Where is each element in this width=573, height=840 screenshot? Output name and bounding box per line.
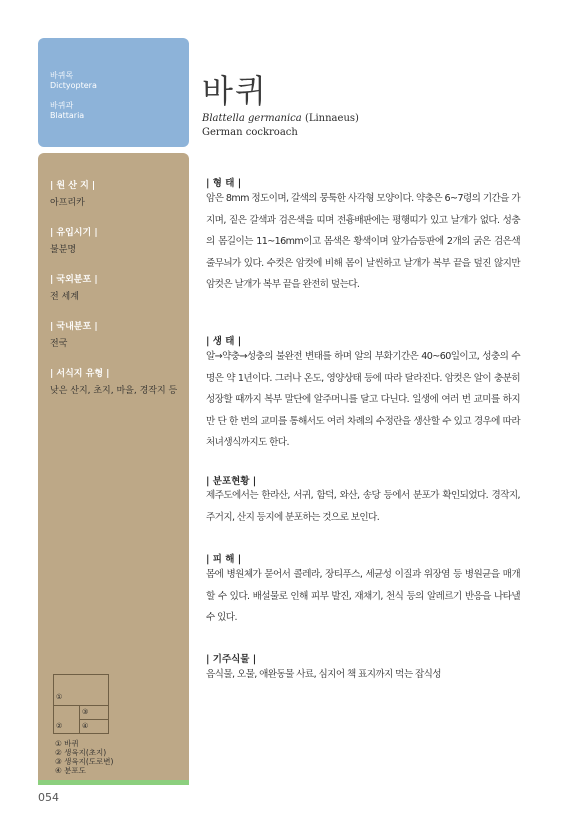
section-body-distribution: 제주도에서는 한라산, 서귀, 함덕, 와산, 송당 등에서 분포가 확인되었다. 경작지, 주거지, 산지 등지에 분포하는 것으로 보인다. (206, 490, 520, 523)
section-body-ecology: 알→약충→성충의 불완전 변태를 하며 알의 부화기간은 40~60일이고, 성충의 수명은 약 1년이다. 그러나 온도, 영양상태 등에 따라 달라진다. 암컷은 알이 충분히 성장할 때까지 복부 말단에 알주머니를 달고 다닌다. 일생에 여러 번 교미를 하지만 단 한 번의 교미를 통해서도 여러 차례의 수정란을 생산할 수 있고 경우에 따라 처녀생식까지도 한다. (206, 351, 520, 448)
common-name: German cockroach (202, 127, 298, 138)
order-korean: 바퀴목 (50, 71, 74, 80)
sidebar-accent-bar (38, 780, 189, 785)
section-heading-damage: | 피 해 | (206, 554, 242, 565)
section-heading-ecology: | 생 태 | (206, 336, 242, 347)
origin-value: 아프리카 (50, 198, 85, 208)
grid-cell-3: ③ (79, 705, 109, 720)
habitat-value: 낮은 산지, 초지, 마을, 경작지 등 (50, 386, 178, 396)
domestic-distribution-label: | 국내분포 | (50, 322, 98, 332)
origin-label: | 원 산 지 | (50, 181, 96, 191)
legend-item-3: ③ 생육지(도로변) (55, 757, 114, 766)
family-korean: 바퀴과 (50, 101, 74, 110)
legend-item-4: ④ 분포도 (55, 766, 86, 775)
legend-item-1: ① 바퀴 (55, 739, 79, 748)
scientific-author: (Linnaeus) (304, 113, 359, 124)
intro-period-label: | 유입시기 | (50, 228, 98, 238)
grid-cell-2: ② (53, 705, 80, 734)
order-latin: Dictyoptera (50, 81, 97, 90)
grid-cell-1: ① (53, 674, 109, 706)
family-latin: Blattaria (50, 111, 85, 120)
scientific-binomial: Blattella germanica (202, 113, 302, 124)
photo-layout-grid (53, 674, 109, 734)
habitat-label: | 서식지 유형 | (50, 369, 110, 379)
section-body-damage: 몸에 병원체가 묻어서 콜레라, 장티푸스, 세균성 이질과 위장염 등 병원균을 매개할 수 있다. 배설물로 인해 피부 발진, 재채기, 천식 등의 알레르기 반응을 나타낼 수 있다. (206, 569, 520, 623)
section-heading-distribution: | 분포현황 | (206, 476, 257, 487)
page-number: 054 (38, 791, 59, 804)
section-heading-host-plants: | 기주식물 | (206, 654, 257, 665)
page-title: 바퀴 (202, 72, 268, 110)
section-body-host-plants: 음식물, 오물, 애완동물 사료, 심지어 책 표지까지 먹는 잡식성 (206, 669, 441, 680)
section-body-morphology: 암은 8mm 정도이며, 갈색의 뭉툭한 사각형 모양이다. 약충은 6~7령의 기간을 가지며, 짙은 갈색과 검은색을 띠며 전흉배판에는 평행띠가 있고 날개가 없다. 성충의 몸길이는 11~16mm이고 몸색은 황색이며 앞가슴등판에 2개의 굵은 검은색 줄무늬가 있다. 수컷은 암컷에 비해 몸이 날씬하고 날개가 복부 끝을 덮진 않지만 암컷은 날개가 복부 끝을 완전히 덮는다. (206, 193, 520, 290)
foreign-distribution-label: | 국외분포 | (50, 275, 98, 285)
domestic-distribution-value: 전국 (50, 339, 68, 349)
scientific-name (202, 113, 359, 124)
info-sidebar (38, 153, 189, 783)
taxonomy-box (38, 38, 189, 147)
foreign-distribution-value: 전 세계 (50, 292, 79, 302)
section-heading-morphology: | 형 태 | (206, 178, 242, 189)
grid-cell-4: ④ (79, 719, 109, 734)
legend-item-2: ② 생육지(초지) (55, 748, 107, 757)
intro-period-value: 불분명 (50, 245, 77, 255)
